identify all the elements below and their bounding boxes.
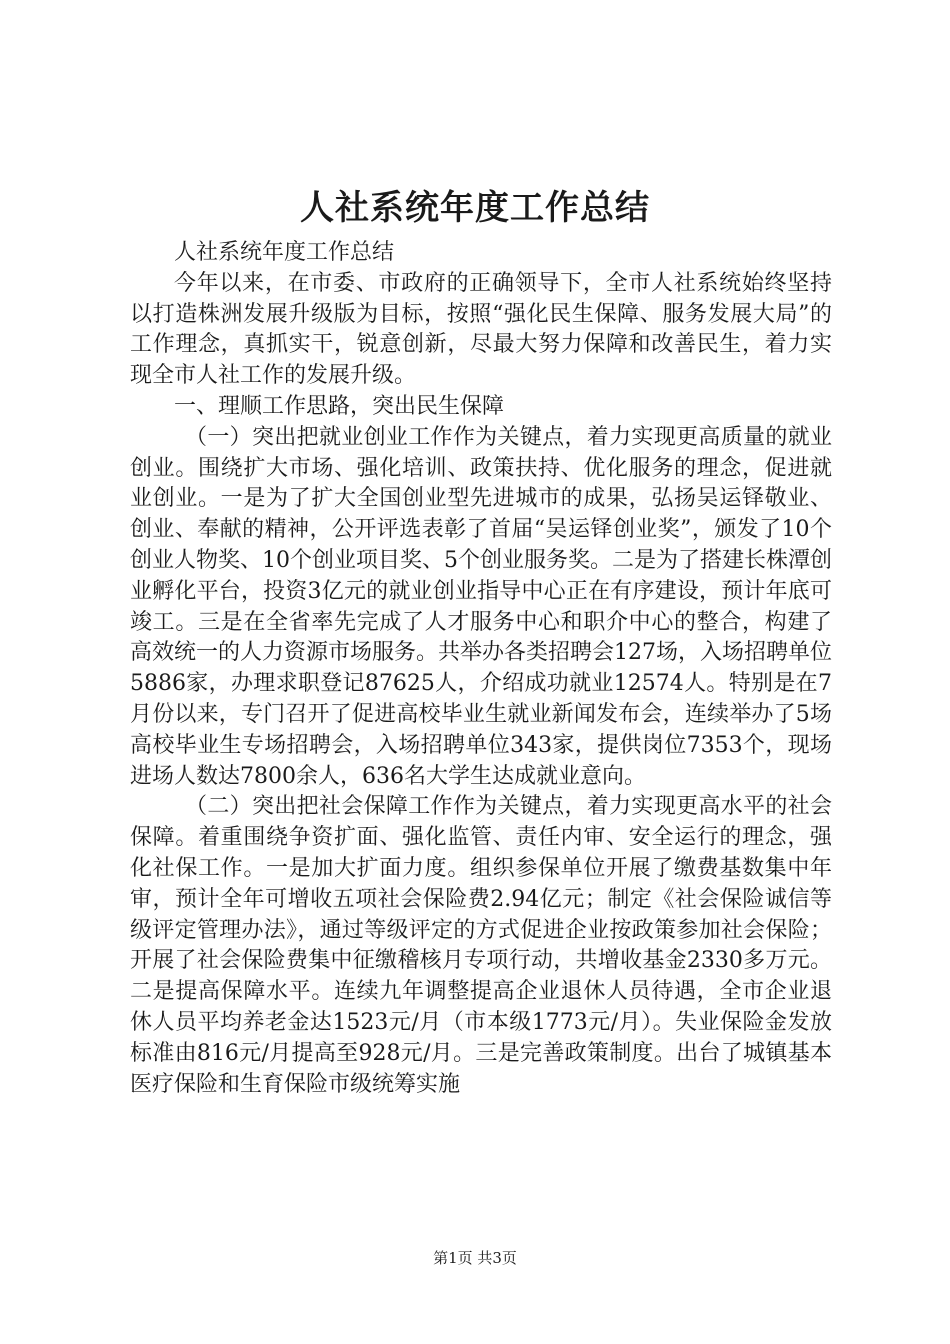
paragraph-social-security: （二）突出把社会保障工作作为关键点，着力实现更高水平的社会保障。着重围绕争资扩面、强化监管、责任内审、安全运行的理念，强化社保工作。一是加大扩面力度。组织参保单位开展了缴费基数集中年审，预计全年可增收五项社会保险费2.94亿元；制定《社会保险诚信等级评定管理办法》，通过等级评定的方式促进企业按政策参加社会保险；开展了社会保险费集中征缴稽核月专项行动，共增收基金2330多万元。二是提高保障水平。连续九年调整提高企业退休人员待遇，全市企业退休人员平均养老金达1523元/月（市本级1773元/月）。失业保险金发放标准由816元/月提高至928元/月。三是完善政策制度。出台了城镇基本医疗保险和生育保险市级统筹实施 [130,794,832,1097]
page-footer: 第1页 共3页 [433,1249,517,1267]
page-title: 人社系统年度工作总结 [300,188,650,228]
paragraph-employment: （一）突出把就业创业工作作为关键点，着力实现更高质量的就业创业。围绕扩大市场、强化培训、政策扶持、优化服务的理念，促进就业创业。一是为了扩大全国创业型先进城市的成果，弘扬吴运铎敬业、创业、奉献的精神，公开评选表彰了首届“吴运铎创业奖”，颁发了10个创业人物奖、10个创业项目奖、5个创业服务奖。二是为了搭建长株潭创业孵化平台，投资3亿元的就业创业指导中心正在有序建设，预计年底可竣工。三是在全省率先完成了人才服务中心和职介中心的整合，构建了高效统一的人力资源市场服务。共举办各类招聘会127场，入场招聘单位5886家，办理求职登记87625人，介绍成功就业12574人。特别是在7月份以来，专门召开了促进高校毕业生就业新闻发布会，连续举办了5场高校毕业生专场招聘会，入场招聘单位343家，提供岗位7353个，现场进场人数达7800余人，636名大学生达成就业意向。 [130,424,832,789]
subtitle-line: 人社系统年度工作总结 [174,240,395,265]
document-body [130,238,832,1100]
paragraph-intro: 今年以来，在市委、市政府的正确领导下，全市人社系统始终坚持以打造株洲发展升级版为目标，按照“强化民生保障、服务发展大局”的工作理念，真抓实干，锐意创新，尽最大努力保障和改善民生，着力实现全市人社工作的发展升级。 [130,270,832,389]
section-heading-1: 一、理顺工作思路，突出民生保障 [174,393,505,419]
